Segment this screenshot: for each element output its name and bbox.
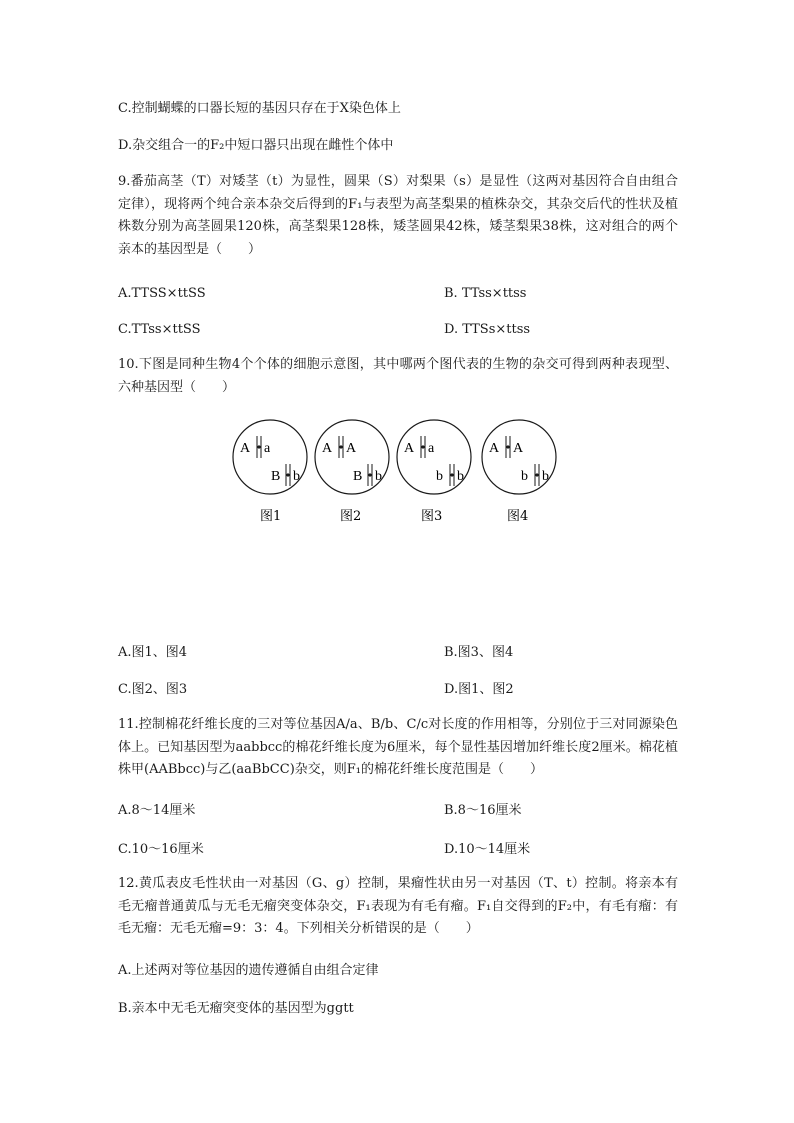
fig1-gene-right: a [264, 441, 271, 456]
q12-option-a: A.上述两对等位基因的遗传遵循自由组合定律 [118, 963, 379, 978]
fig2-gene-lower-right: b [375, 469, 382, 484]
fig1-gene-left: A [240, 441, 251, 456]
fig4-gene-lower-right: b [542, 469, 549, 484]
q10-option-d: D.图1、图2 [444, 682, 514, 697]
q8-option-d: D.杂交组合一的F₂中短口器只出现在雌性个体中 [118, 138, 394, 153]
fig4-gene-lower-left: b [521, 469, 528, 484]
fig1-caption: 图1 [260, 509, 282, 524]
q11-option-b: B.8～16厘米 [444, 803, 522, 818]
fig3-gene-lower-right: b [457, 469, 464, 484]
fig2-caption: 图2 [340, 509, 362, 524]
q10-option-c: C.图2、图3 [118, 682, 188, 697]
q11-option-a: A.8～14厘米 [118, 803, 196, 818]
q11-option-d: D.10～14厘米 [444, 842, 531, 857]
fig3-gene-left: A [404, 441, 415, 456]
cell-diagram-figure [230, 414, 566, 530]
fig3-gene-lower-left: b [436, 469, 443, 484]
q8-option-c: C.控制蝴蝶的口器长短的基因只存在于X染色体上 [118, 101, 401, 116]
q9-stem: 9.番茄高茎（T）对矮茎（t）为显性，圆果（S）对梨果（s）是显性（这两对基因符合自由组合定律），现将两个纯合亲本杂交后得到的F₁与表型为高茎梨果的植株杂交，其杂交后代的性状及植株数分别为高茎圆果120株，高茎梨果128株，矮茎圆果42株，矮茎梨果38株，这对组合的两个亲本的基因型是（ ） [118, 174, 678, 257]
fig2-gene-right: A [346, 441, 357, 456]
q9-option-b: B. TTss×ttss [444, 286, 527, 301]
fig2-gene-left: A [322, 441, 333, 456]
q10-stem: 10.下图是同种生物4个个体的细胞示意图，其中哪两个图代表的生物的杂交可得到两种表现型、六种基因型（ ） [118, 357, 678, 395]
fig4-gene-left: A [489, 441, 500, 456]
fig3-gene-right: a [428, 441, 435, 456]
q9-option-a: A.TTSS×ttSS [118, 286, 206, 301]
q9-option-c: C.TTss×ttSS [118, 322, 201, 337]
q10-option-b: B.图3、图4 [444, 645, 514, 660]
fig4-caption: 图4 [507, 509, 529, 524]
fig2-gene-lower-left: B [353, 469, 363, 484]
q12-stem: 12.黄瓜表皮毛性状由一对基因（G、g）控制，果瘤性状由另一对基因（T、t）控制。将亲本有毛无瘤普通黄瓜与无毛无瘤突变体杂交，F₁表现为有毛有瘤。F₁自交得到的F₂中，有毛有瘤：有毛无瘤：无毛无瘤=9：3：4。下列相关分析错误的是（ ） [118, 876, 678, 936]
q11-option-c: C.10～16厘米 [118, 842, 204, 857]
fig1-gene-lower-left: B [271, 469, 281, 484]
q9-option-d: D. TTSs×ttss [444, 322, 531, 337]
q10-option-a: A.图1、图4 [118, 645, 188, 660]
q11-stem: 11.控制棉花纤维长度的三对等位基因A/a、B/b、C/c对长度的作用相等，分别位于三对同源染色体上。已知基因型为aabbcc的棉花纤维长度为6厘米，每个显性基因增加纤维长度2厘米。棉花植株甲(AABbcc)与乙(aaBbCC)杂交，则F₁的棉花纤维长度范围是（ ） [118, 717, 678, 777]
fig3-caption: 图3 [421, 509, 443, 524]
fig1-gene-lower-right: b [293, 469, 300, 484]
fig4-gene-right: A [513, 441, 524, 456]
q12-option-b: B.亲本中无毛无瘤突变体的基因型为ggtt [118, 1001, 354, 1016]
